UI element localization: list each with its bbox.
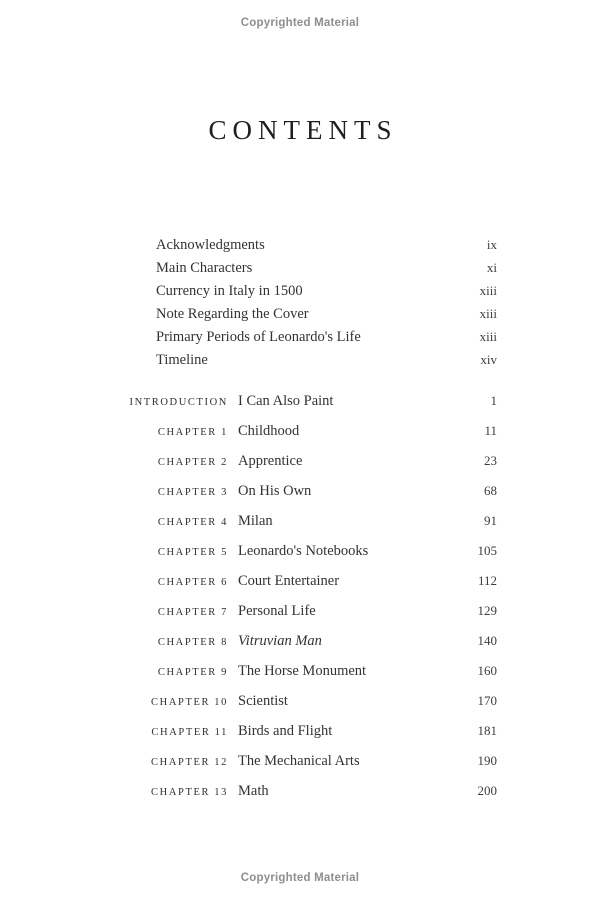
entry-page-number: xiv <box>480 352 497 367</box>
chapter-row <box>103 536 497 566</box>
page-title: CONTENTS <box>208 115 398 145</box>
chapter-label: CHAPTER 12 <box>151 757 228 768</box>
chapter-label: CHAPTER 4 <box>157 517 228 528</box>
chapter-title: I Can Also Paint <box>238 393 334 409</box>
copyright-banner-bottom: Copyrighted Material <box>240 872 360 884</box>
front-matter-row <box>156 348 497 371</box>
chapter-row <box>103 476 497 506</box>
entry-title: Primary Periods of Leonardo's Life <box>156 329 361 345</box>
chapter-title: Milan <box>238 513 273 529</box>
chapter-label: CHAPTER 1 <box>157 427 228 438</box>
chapter-title: Court Entertainer <box>238 573 340 589</box>
chapter-row <box>103 776 497 806</box>
chapter-page-number: 190 <box>477 753 497 768</box>
chapter-row <box>103 686 497 716</box>
chapter-page-number: 160 <box>477 663 497 678</box>
chapter-label: CHAPTER 11 <box>151 727 228 738</box>
chapter-title: Leonardo's Notebooks <box>238 543 369 559</box>
front-matter-row <box>156 279 497 302</box>
chapter-title: Childhood <box>238 423 300 439</box>
chapter-label: CHAPTER 5 <box>157 547 228 558</box>
entry-page-number: ix <box>486 237 497 252</box>
chapter-label: CHAPTER 10 <box>151 697 228 708</box>
chapter-page-number: 68 <box>484 483 497 498</box>
chapter-label: CHAPTER 3 <box>157 487 228 498</box>
chapter-row <box>103 596 497 626</box>
chapter-page-number: 140 <box>477 633 497 648</box>
entry-page-number: xi <box>486 260 497 275</box>
chapter-title: Personal Life <box>238 603 316 619</box>
entry-title: Main Characters <box>156 260 253 276</box>
chapter-page-number: 91 <box>484 513 497 528</box>
entry-title: Acknowledgments <box>156 237 265 253</box>
front-matter-row <box>156 256 497 279</box>
entry-title: Note Regarding the Cover <box>156 306 309 322</box>
front-matter-row <box>156 302 497 325</box>
front-matter-list <box>156 233 497 371</box>
chapter-label: CHAPTER 8 <box>157 637 228 648</box>
chapter-row <box>103 566 497 596</box>
chapter-row <box>103 656 497 686</box>
chapter-list <box>103 386 497 806</box>
chapter-row <box>103 506 497 536</box>
chapter-title: The Mechanical Arts <box>238 753 360 769</box>
chapter-label: CHAPTER 6 <box>157 577 228 588</box>
entry-page-number: xiii <box>479 306 497 321</box>
chapter-page-number: 200 <box>477 783 497 798</box>
chapter-title: Math <box>238 783 269 799</box>
chapter-row <box>103 716 497 746</box>
chapter-label: CHAPTER 9 <box>157 667 228 678</box>
copyright-banner-top: Copyrighted Material <box>240 17 360 29</box>
chapter-row <box>103 746 497 776</box>
front-matter-row <box>156 325 497 348</box>
chapter-page-number: 129 <box>477 603 497 618</box>
chapter-label: CHAPTER 2 <box>157 457 228 468</box>
chapter-title: Apprentice <box>238 453 303 469</box>
chapter-title: The Horse Monument <box>238 663 367 679</box>
chapter-page-number: 1 <box>490 393 497 408</box>
chapter-title: Birds and Flight <box>238 723 333 739</box>
chapter-page-number: 170 <box>477 693 497 708</box>
chapter-row <box>103 416 497 446</box>
chapter-row <box>103 446 497 476</box>
chapter-label: INTRODUCTION <box>129 397 228 408</box>
chapter-title: Vitruvian Man <box>238 633 322 649</box>
chapter-page-number: 181 <box>477 723 497 738</box>
entry-page-number: xiii <box>479 283 497 298</box>
front-matter-row <box>156 233 497 256</box>
chapter-label: CHAPTER 13 <box>151 787 228 798</box>
chapter-page-number: 112 <box>477 573 497 588</box>
chapter-row <box>103 626 497 656</box>
entry-title: Currency in Italy in 1500 <box>156 283 303 299</box>
chapter-page-number: 23 <box>484 453 497 468</box>
chapter-page-number: 105 <box>477 543 497 558</box>
entry-title: Timeline <box>156 352 208 368</box>
chapter-row <box>103 386 497 416</box>
chapter-page-number: 11 <box>484 423 497 438</box>
chapter-title: On His Own <box>238 483 312 499</box>
chapter-title: Scientist <box>238 693 288 709</box>
entry-page-number: xiii <box>479 329 497 344</box>
chapter-label: CHAPTER 7 <box>157 607 228 618</box>
